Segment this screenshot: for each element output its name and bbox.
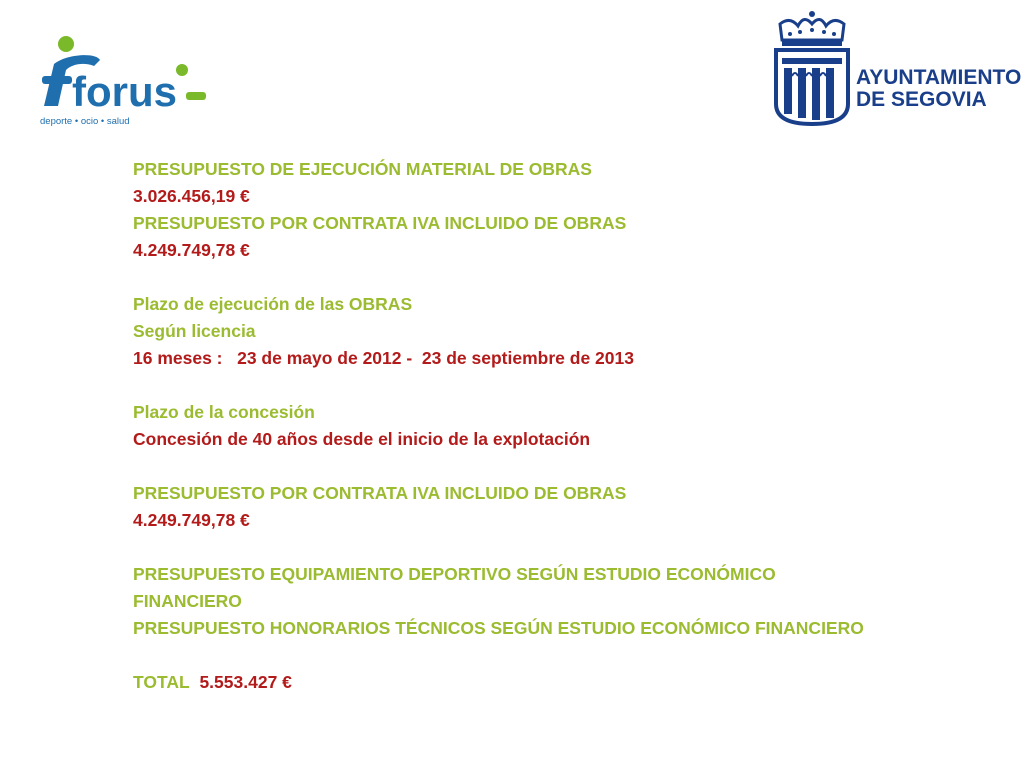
segovia-logo xyxy=(770,6,1022,128)
equipamiento-label: PRESUPUESTO EQUIPAMIENTO DEPORTIVO SEGÚN ESTUDIO ECONÓMICO FINANCIERO xyxy=(133,564,776,611)
total-value: 5.553.427 € xyxy=(199,672,292,692)
forus-logo xyxy=(36,34,208,130)
pem-value: 3.026.456,19 € xyxy=(133,186,250,206)
budget-summary xyxy=(133,156,873,696)
plazo-obras-source: Según licencia xyxy=(133,321,256,341)
forus-tagline: deporte • ocio • salud xyxy=(40,116,130,127)
spacer xyxy=(133,534,873,561)
spacer xyxy=(133,642,873,669)
segovia-line2: DE SEGOVIA xyxy=(856,88,987,111)
plazo-concesion-value: Concesión de 40 años desde el inicio de la explotación xyxy=(133,429,591,449)
plazo-obras-value: 16 meses : 23 de mayo de 2012 - 23 de septiembre de 2013 xyxy=(133,348,634,368)
total-line xyxy=(133,669,873,696)
crown-icon xyxy=(780,11,844,46)
total-label: TOTAL xyxy=(133,672,190,692)
contrata-label-2: PRESUPUESTO POR CONTRATA IVA INCLUIDO DE OBRAS xyxy=(133,483,627,503)
segovia-line1: AYUNTAMIENTO xyxy=(856,66,1022,89)
contrata-value-2: 4.249.749,78 € xyxy=(133,510,250,530)
plazo-obras-label: Plazo de ejecución de las OBRAS xyxy=(133,294,413,314)
plazo-concesion-label: Plazo de la concesión xyxy=(133,402,315,422)
spacer xyxy=(133,453,873,480)
honorarios-label: PRESUPUESTO HONORARIOS TÉCNICOS SEGÚN ESTUDIO ECONÓMICO FINANCIERO xyxy=(133,618,864,638)
aqueduct-shield-icon xyxy=(776,50,848,124)
spacer xyxy=(133,264,873,291)
forus-wordmark: forus xyxy=(72,68,177,115)
spacer xyxy=(133,372,873,399)
pem-label: PRESUPUESTO DE EJECUCIÓN MATERIAL DE OBRAS xyxy=(133,159,592,179)
contrata-value-1: 4.249.749,78 € xyxy=(133,240,250,260)
contrata-label-1: PRESUPUESTO POR CONTRATA IVA INCLUIDO DE OBRAS xyxy=(133,213,627,233)
